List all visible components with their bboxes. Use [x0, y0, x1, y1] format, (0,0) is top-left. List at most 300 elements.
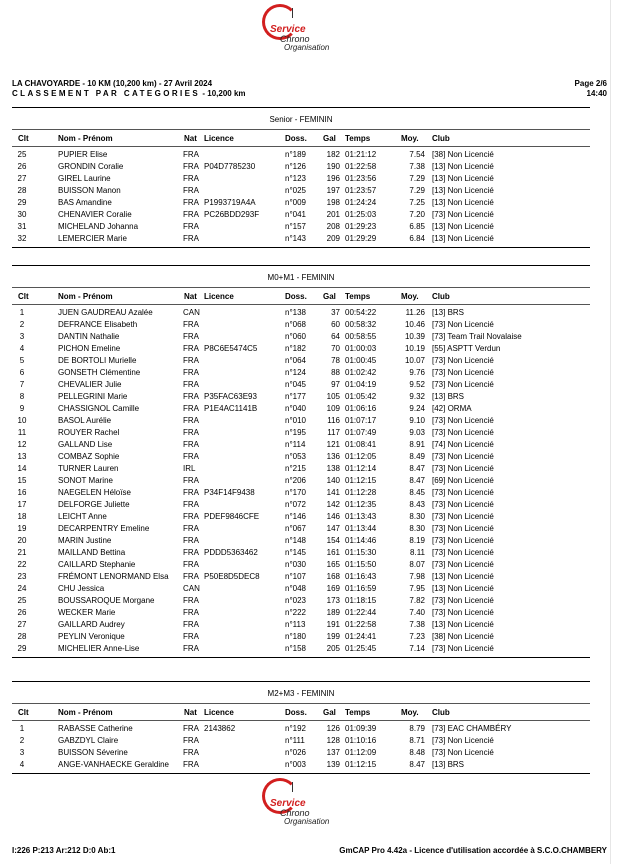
column-header-club: Club [432, 134, 450, 143]
cell-name: GIREL Laurine [58, 174, 111, 183]
cell-doss: n°158 [285, 644, 306, 653]
cell-clt: 6 [19, 368, 25, 377]
cell-name: BAS Amandine [58, 198, 112, 207]
table-row [0, 234, 600, 246]
column-header-temps: Temps [345, 708, 371, 717]
cell-gal: 196 [326, 174, 340, 183]
table-row [0, 488, 600, 500]
table-row [0, 320, 600, 332]
cell-moy: 9.52 [409, 380, 425, 389]
cell-club: [13] Non Licencié [432, 234, 494, 243]
cell-name: GONSETH Clémentine [58, 368, 141, 377]
cell-gal: 146 [326, 512, 340, 521]
cell-nat: FRA [183, 736, 199, 745]
cell-doss: n°124 [285, 368, 306, 377]
cell-moy: 10.07 [404, 356, 425, 365]
logo-text-service: Service [270, 24, 306, 35]
cell-name: MICHELIER Anne-Lise [58, 644, 140, 653]
cell-gal: 198 [326, 198, 340, 207]
cell-gal: 126 [326, 724, 340, 733]
cell-clt: 22 [17, 560, 27, 569]
cell-temps: 01:22:44 [345, 608, 377, 617]
cell-name: CHASSIGNOL Camille [58, 404, 140, 413]
cell-doss: n°170 [285, 488, 306, 497]
cell-doss: n°040 [285, 404, 306, 413]
cell-club: [13] Non Licencié [432, 572, 494, 581]
cell-gal: 161 [326, 548, 340, 557]
cell-lic: P1993719A4A [204, 198, 256, 207]
cell-club: [73] Non Licencié [432, 548, 494, 557]
column-header-temps: Temps [345, 292, 371, 301]
cell-gal: 140 [326, 476, 340, 485]
cell-name: ANGE-VANHAECKE Geraldine [58, 760, 169, 769]
cell-gal: 121 [326, 440, 340, 449]
cell-club: [73] Non Licencié [432, 320, 494, 329]
cell-moy: 7.25 [409, 198, 425, 207]
column-header-rule [12, 304, 590, 305]
cell-moy: 8.49 [409, 452, 425, 461]
cell-name: PUPIER Elise [58, 150, 108, 159]
cell-doss: n°009 [285, 198, 306, 207]
cell-clt: 17 [17, 500, 27, 509]
table-row [0, 452, 600, 464]
cell-club: [55] ASPTT Verdun [432, 344, 501, 353]
cell-moy: 7.82 [409, 596, 425, 605]
page-edge [610, 0, 611, 864]
sco-logo [258, 2, 344, 58]
cell-doss: n°138 [285, 308, 306, 317]
column-header-lic: Licence [204, 134, 234, 143]
cell-doss: n°111 [285, 736, 305, 745]
cell-name: MARIN Justine [58, 536, 112, 545]
column-header-clt: Clt [18, 134, 29, 143]
column-header-doss: Doss. [285, 134, 307, 143]
cell-name: DE BORTOLI Murielle [58, 356, 137, 365]
cell-club: [73] Non Licencié [432, 524, 494, 533]
table-row [0, 344, 600, 356]
cell-club: [13] BRS [432, 308, 465, 317]
cell-name: DEFRANCE Elisabeth [58, 320, 138, 329]
cell-name: BUISSON Manon [58, 186, 121, 195]
cell-gal: 70 [331, 344, 340, 353]
cell-club: [13] Non Licencié [432, 620, 494, 629]
section-bottom-rule [12, 773, 590, 774]
logo-text-chrono: Chrono [280, 808, 310, 818]
cell-doss: n°114 [285, 440, 306, 449]
table-row [0, 210, 600, 222]
column-header-lic: Licence [204, 292, 234, 301]
cell-nat: FRA [183, 368, 199, 377]
cell-clt: 10 [17, 416, 27, 425]
column-header-gal: Gal [323, 134, 336, 143]
cell-temps: 01:16:59 [345, 584, 377, 593]
cell-moy: 8.47 [409, 476, 425, 485]
category-title: M0+M1 - FEMININ [267, 273, 335, 282]
table-row [0, 464, 600, 476]
cell-gal: 109 [326, 404, 340, 413]
cell-temps: 01:12:15 [345, 760, 377, 769]
cell-nat: FRA [183, 512, 199, 521]
cell-nat: FRA [183, 404, 199, 413]
cell-nat: FRA [183, 536, 199, 545]
cell-moy: 7.38 [409, 162, 425, 171]
cell-lic: P35FAC63E93 [204, 392, 257, 401]
cell-club: [38] Non Licencié [432, 150, 494, 159]
cell-moy: 8.43 [409, 500, 425, 509]
column-header-moy: Moy. [401, 134, 419, 143]
table-row [0, 724, 600, 736]
cell-nat: FRA [183, 524, 199, 533]
cell-clt: 19 [17, 524, 27, 533]
cell-doss: n°064 [285, 356, 306, 365]
cell-moy: 9.03 [409, 428, 425, 437]
cell-moy: 9.10 [409, 416, 425, 425]
cell-clt: 8 [19, 392, 25, 401]
cell-clt: 28 [17, 632, 27, 641]
cell-name: GABZDYL Claire [58, 736, 119, 745]
cell-club: [42] ORMA [432, 404, 472, 413]
cell-clt: 9 [19, 404, 25, 413]
cell-gal: 128 [326, 736, 340, 745]
section-top-rule [12, 107, 590, 108]
column-header-club: Club [432, 292, 450, 301]
cell-doss: n°003 [285, 760, 306, 769]
cell-nat: FRA [183, 356, 199, 365]
cell-name: MICHELAND Johanna [58, 222, 139, 231]
cell-moy: 6.85 [409, 222, 425, 231]
cell-gal: 88 [331, 368, 340, 377]
table-row [0, 620, 600, 632]
column-header-name: Nom - Prénom [58, 292, 113, 301]
cell-doss: n°157 [285, 222, 306, 231]
cell-doss: n°068 [285, 320, 306, 329]
cell-nat: FRA [183, 632, 199, 641]
cell-club: [73] Non Licencié [432, 210, 494, 219]
cell-temps: 01:05:42 [345, 392, 377, 401]
cell-nat: FRA [183, 198, 199, 207]
cell-clt: 20 [17, 536, 27, 545]
cell-temps: 01:14:46 [345, 536, 377, 545]
cell-temps: 01:24:41 [345, 632, 377, 641]
cell-clt: 4 [19, 760, 25, 769]
cell-name: TURNER Lauren [58, 464, 119, 473]
cell-moy: 7.23 [409, 632, 425, 641]
cell-name: PICHON Emeline [58, 344, 121, 353]
cell-clt: 24 [17, 584, 27, 593]
table-row [0, 560, 600, 572]
table-row [0, 548, 600, 560]
cell-moy: 9.76 [409, 368, 425, 377]
cell-nat: FRA [183, 210, 199, 219]
table-row [0, 222, 600, 234]
cell-clt: 25 [17, 150, 27, 159]
cell-club: [73] Non Licencié [432, 748, 494, 757]
cell-clt: 1 [19, 724, 25, 733]
cell-clt: 5 [19, 356, 25, 365]
cell-moy: 6.84 [409, 234, 425, 243]
column-header-rule [12, 146, 590, 147]
race-title: LA CHAVOYARDE - 10 KM (10,200 km) - 27 Avril 2024 [12, 79, 213, 88]
column-header-moy: Moy. [401, 292, 419, 301]
cell-gal: 189 [326, 608, 340, 617]
cell-nat: FRA [183, 560, 199, 569]
cell-nat: FRA [183, 572, 199, 581]
cell-gal: 78 [331, 356, 340, 365]
cell-clt: 14 [17, 464, 27, 473]
cell-name: GAILLARD Audrey [58, 620, 125, 629]
cell-name: RABASSE Catherine [58, 724, 133, 733]
cell-name: CHEVALIER Julie [58, 380, 122, 389]
cell-temps: 01:25:45 [345, 644, 377, 653]
cell-gal: 136 [326, 452, 340, 461]
cell-temps: 01:12:05 [345, 452, 377, 461]
cell-doss: n°177 [285, 392, 306, 401]
column-header-gal: Gal [323, 708, 336, 717]
cell-name: LEICHT Anne [58, 512, 107, 521]
cell-gal: 197 [326, 186, 340, 195]
column-header-name: Nom - Prénom [58, 134, 113, 143]
cell-moy: 8.79 [409, 724, 425, 733]
table-row [0, 476, 600, 488]
table-row [0, 524, 600, 536]
cell-name: PEYLIN Veronique [58, 632, 125, 641]
cell-temps: 01:12:28 [345, 488, 377, 497]
cell-gal: 117 [327, 428, 340, 437]
cell-nat: FRA [183, 320, 199, 329]
cell-temps: 00:54:22 [345, 308, 377, 317]
cell-clt: 26 [17, 162, 27, 171]
cell-temps: 01:24:24 [345, 198, 377, 207]
cell-lic: PC26BDD293F [204, 210, 260, 219]
cell-name: BUISSON Séverine [58, 748, 128, 757]
cell-doss: n°060 [285, 332, 306, 341]
cell-doss: n°189 [285, 150, 306, 159]
cell-nat: FRA [183, 548, 199, 557]
cell-club: [73] Non Licencié [432, 596, 494, 605]
cell-nat: FRA [183, 162, 199, 171]
logo-text-organisation: Organisation [284, 817, 330, 826]
table-row [0, 572, 600, 584]
cell-name: PELLEGRINI Marie [58, 392, 128, 401]
cell-club: [73] Non Licencié [432, 416, 494, 425]
cell-gal: 116 [327, 416, 340, 425]
cell-gal: 169 [326, 584, 340, 593]
cell-temps: 01:10:16 [345, 736, 377, 745]
cell-gal: 141 [326, 488, 340, 497]
cell-temps: 00:58:32 [345, 320, 377, 329]
cell-doss: n°072 [285, 500, 306, 509]
table-row [0, 404, 600, 416]
cell-name: DANTIN Nathalie [58, 332, 120, 341]
cell-name: BASOL Aurélie [58, 416, 112, 425]
cell-moy: 10.46 [404, 320, 425, 329]
cell-lic: P04D7785230 [204, 162, 256, 171]
cell-moy: 10.39 [404, 332, 425, 341]
cell-temps: 01:25:03 [345, 210, 377, 219]
cell-name: GRONDIN Coralie [58, 162, 124, 171]
cell-doss: n°143 [285, 234, 306, 243]
section-top-rule [12, 265, 590, 266]
software-license: GmCAP Pro 4.42a - Licence d'utilisation accordée à S.C.O.CHAMBERY [339, 846, 607, 855]
category-title-rule [12, 703, 590, 704]
column-header-gal: Gal [323, 292, 336, 301]
cell-doss: n°145 [285, 548, 306, 557]
cell-doss: n°048 [285, 584, 306, 593]
cell-temps: 01:07:49 [345, 428, 377, 437]
cell-temps: 01:13:44 [345, 524, 377, 533]
table-row [0, 332, 600, 344]
cell-club: [73] Team Trail Novalaise [432, 332, 522, 341]
column-header-club: Club [432, 708, 450, 717]
cell-moy: 9.32 [409, 392, 425, 401]
cell-doss: n°025 [285, 186, 306, 195]
table-row [0, 440, 600, 452]
cell-lic: P8C6E5474C5 [204, 344, 258, 353]
cell-lic: P34F14F9438 [204, 488, 255, 497]
cell-club: [73] Non Licencié [432, 380, 494, 389]
cell-temps: 01:29:23 [345, 222, 377, 231]
table-row [0, 736, 600, 748]
cell-clt: 32 [17, 234, 27, 243]
cell-moy: 7.29 [409, 186, 425, 195]
section-top-rule [12, 681, 590, 682]
cell-nat: FRA [183, 620, 199, 629]
table-row [0, 308, 600, 320]
cell-gal: 191 [326, 620, 340, 629]
column-header-rule [12, 720, 590, 721]
cell-temps: 01:13:43 [345, 512, 377, 521]
print-time: 14:40 [586, 89, 607, 98]
cell-name: NAEGELEN Héloïse [58, 488, 131, 497]
cell-name: FRÉMONT LENORMAND Elsa [58, 572, 169, 581]
column-header-temps: Temps [345, 134, 371, 143]
cell-doss: n°023 [285, 596, 306, 605]
cell-temps: 01:22:58 [345, 620, 377, 629]
cell-nat: FRA [183, 452, 199, 461]
sco-logo-footer [258, 776, 344, 832]
cell-moy: 8.19 [409, 536, 425, 545]
cell-moy: 7.14 [409, 644, 425, 653]
cell-gal: 205 [326, 644, 340, 653]
ranking-subtitle: CLASSEMENT PAR CATEGORIES - 10,200 km [12, 89, 246, 98]
logo-text-organisation: Organisation [284, 43, 330, 52]
cell-clt: 31 [17, 222, 27, 231]
cell-name: CHENAVIER Coralie [58, 210, 132, 219]
page-number: Page 2/6 [574, 79, 607, 88]
cell-moy: 8.45 [409, 488, 425, 497]
cell-lic: 2143862 [204, 724, 236, 733]
cell-gal: 201 [326, 210, 340, 219]
cell-moy: 8.30 [409, 524, 425, 533]
cell-temps: 01:09:39 [345, 724, 377, 733]
category-title: Senior - FEMININ [269, 115, 333, 124]
cell-temps: 01:02:42 [345, 368, 377, 377]
column-header-nat: Nat [184, 134, 197, 143]
cell-doss: n°222 [285, 608, 306, 617]
cell-nat: FRA [183, 724, 199, 733]
cell-nat: FRA [183, 344, 199, 353]
cell-doss: n°180 [285, 632, 306, 641]
cell-club: [13] Non Licencié [432, 174, 494, 183]
cell-doss: n°215 [285, 464, 306, 473]
cell-club: [73] Non Licencié [432, 512, 494, 521]
cell-clt: 30 [17, 210, 27, 219]
column-header-doss: Doss. [285, 292, 307, 301]
cell-gal: 199 [326, 632, 340, 641]
cell-nat: FRA [183, 380, 199, 389]
cell-club: [13] Non Licencié [432, 198, 494, 207]
cell-gal: 182 [326, 150, 340, 159]
cell-nat: FRA [183, 488, 199, 497]
cell-gal: 147 [326, 524, 340, 533]
cell-club: [73] Non Licencié [432, 488, 494, 497]
cell-doss: n°182 [285, 344, 306, 353]
table-row [0, 174, 600, 186]
cell-nat: FRA [183, 644, 199, 653]
cell-temps: 01:07:17 [345, 416, 377, 425]
category-title-rule [12, 129, 590, 130]
cell-clt: 29 [17, 644, 27, 653]
cell-moy: 8.47 [409, 464, 425, 473]
cell-doss: n°041 [285, 210, 306, 219]
column-header-clt: Clt [18, 292, 29, 301]
cell-club: [73] Non Licencié [432, 736, 494, 745]
document-header [12, 79, 246, 99]
cell-lic: P1E4AC1141B [204, 404, 258, 413]
cell-moy: 9.24 [409, 404, 425, 413]
cell-nat: IRL [183, 464, 196, 473]
cell-name: CHU Jessica [58, 584, 105, 593]
cell-nat: FRA [183, 500, 199, 509]
table-row [0, 644, 600, 656]
table-row [0, 632, 600, 644]
cell-temps: 01:15:30 [345, 548, 377, 557]
cell-temps: 01:15:50 [345, 560, 377, 569]
cell-gal: 208 [326, 222, 340, 231]
cell-gal: 60 [331, 320, 340, 329]
cell-clt: 23 [17, 572, 27, 581]
cell-doss: n°206 [285, 476, 306, 485]
cell-gal: 142 [326, 500, 340, 509]
cell-gal: 209 [326, 234, 340, 243]
cell-gal: 168 [326, 572, 340, 581]
cell-name: COMBAZ Sophie [58, 452, 120, 461]
cell-clt: 2 [19, 320, 25, 329]
cell-clt: 18 [17, 512, 27, 521]
column-header-nat: Nat [184, 292, 197, 301]
cell-moy: 7.98 [409, 572, 425, 581]
cell-doss: n°053 [285, 452, 306, 461]
cell-clt: 4 [19, 344, 25, 353]
cell-clt: 27 [17, 620, 27, 629]
cell-club: [73] Non Licencié [432, 428, 494, 437]
cell-club: [69] Non Licencié [432, 476, 494, 485]
cell-moy: 8.30 [409, 512, 425, 521]
cell-doss: n°126 [285, 162, 306, 171]
column-header-lic: Licence [204, 708, 234, 717]
cell-nat: FRA [183, 760, 199, 769]
cell-nat: FRA [183, 150, 199, 159]
cell-moy: 8.47 [409, 760, 425, 769]
cell-temps: 01:04:19 [345, 380, 377, 389]
cell-temps: 01:29:29 [345, 234, 377, 243]
cell-moy: 7.95 [409, 584, 425, 593]
cell-gal: 139 [326, 760, 340, 769]
cell-clt: 15 [17, 476, 27, 485]
cell-clt: 13 [17, 452, 27, 461]
cell-temps: 01:12:14 [345, 464, 377, 473]
cell-name: SONOT Marine [58, 476, 113, 485]
